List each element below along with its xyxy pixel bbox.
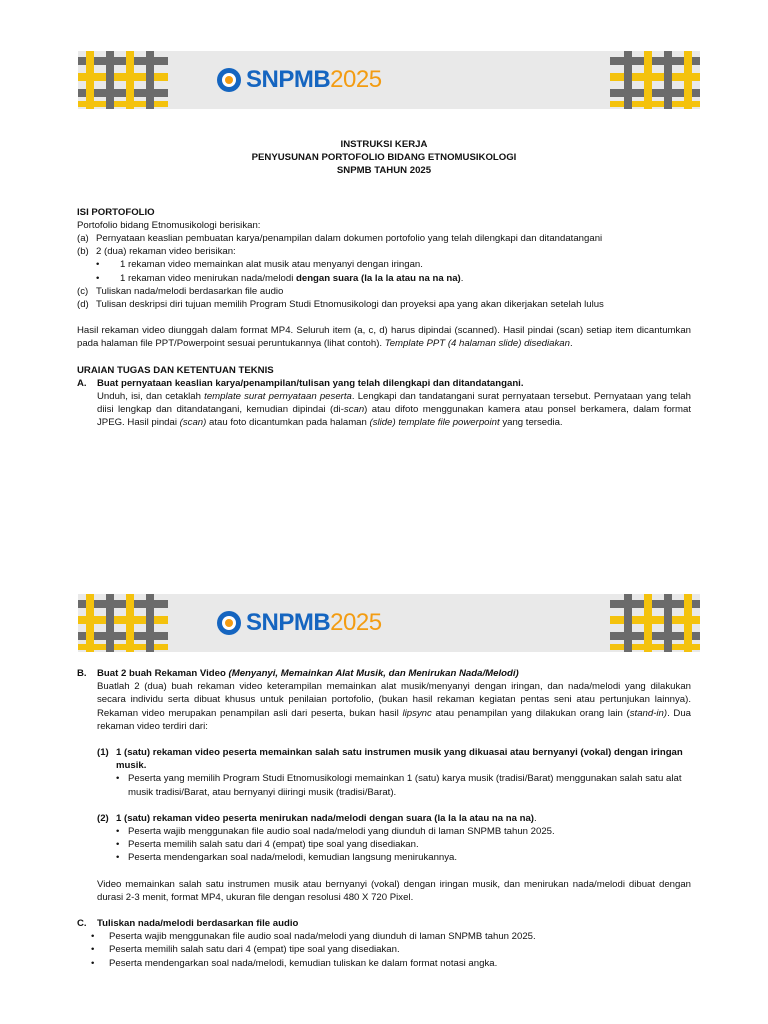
weave-pattern-left bbox=[78, 594, 168, 652]
logo-year: 2025 bbox=[330, 66, 382, 93]
header-banner bbox=[78, 51, 700, 109]
weave-pattern-right bbox=[610, 594, 700, 652]
uraian-heading: URAIAN TUGAS DAN KETENTUAN TEKNIS bbox=[77, 364, 274, 376]
tut-wuri-emblem-icon bbox=[216, 67, 242, 93]
section-b-body: Buatlah 2 (dua) buah rekaman video keterampilan memainkan alat musik/menyanyi dengan iringan, dan nada/melodi yang dilakukan secara individu serta dibuat khusus untuk penilaian portofolio, (bukan hasil rekaman kegiatan pentas seni atau pertunjukan lainnya). Rekaman video merupakan penampilan asli dari peserta, bukan hasil lipsync atau penampilan yang dilakukan orang lain (stand-in). Dua rekaman video terdiri dari: bbox=[97, 681, 691, 732]
list-item: • 1 rekaman video menirukan nada/melodi dengan suara (la la la atau na na na). bbox=[96, 272, 464, 284]
logo-brand: SNPMB bbox=[246, 609, 331, 636]
section-a-title: A. Buat pernyataan keaslian karya/penampilan/tulisan yang telah dilengkapi dan ditandatangani. bbox=[77, 377, 524, 389]
hasil-paragraph: Hasil rekaman video diunggah dalam format MP4. Seluruh item (a, c, d) harus dipindai (scanned). Hasil pindai (scan) setiap item dicantumkan pada halaman file PPT/Powerpoint sesuai peruntukannya (lihat contoh). Template PPT (4 halaman slide) disediakan. bbox=[77, 325, 691, 350]
logo-brand: SNPMB bbox=[246, 66, 331, 93]
snpmb-logo bbox=[216, 65, 382, 95]
list-item: • 1 rekaman video memainkan alat musik atau menyanyi dengan iringan. bbox=[96, 259, 423, 271]
snpmb-logo bbox=[216, 608, 382, 638]
document-title: INSTRUKSI KERJA PENYUSUNAN PORTOFOLIO BIDANG ETNOMUSIKOLOGI SNPMB TAHUN 2025 bbox=[251, 139, 517, 177]
weave-pattern-left bbox=[78, 51, 168, 109]
sub-item-2-title: (2) 1 (satu) rekaman video peserta menirukan nada/melodi dengan suara (la la la atau na na na). bbox=[97, 812, 537, 824]
list-item: (c) Tuliskan nada/melodi berdasarkan file audio bbox=[77, 285, 284, 297]
section-c-title: C. Tuliskan nada/melodi berdasarkan file audio bbox=[77, 918, 299, 930]
list-item: (d) Tulisan deskripsi diri tujuan memilih Program Studi Etnomusikologi dan proyeksi apa yang akan dikerjakan setelah lulus bbox=[77, 299, 604, 311]
list-item: • Peserta memilih salah satu dari 4 (empat) tipe soal yang disediakan. bbox=[91, 944, 400, 956]
list-item: • Peserta mendengarkan soal nada/melodi, kemudian langsung menirukannya. bbox=[116, 852, 458, 864]
list-item: • Peserta mendengarkan soal nada/melodi, kemudian tuliskan ke dalam format notasi angka. bbox=[91, 957, 498, 969]
tut-wuri-emblem-icon bbox=[216, 610, 242, 636]
section-b-title: B. Buat 2 buah Rekaman Video (Menyanyi, Memainkan Alat Musik, dan Menirukan Nada/Melodi) bbox=[77, 668, 519, 679]
list-item: • Peserta wajib menggunakan file audio soal nada/melodi yang diunduh di laman SNPMB tahun 2025. bbox=[91, 931, 536, 943]
isi-heading: ISI PORTOFOLIO bbox=[77, 206, 155, 218]
sub-item-1-title: (1) 1 (satu) rekaman video peserta memainkan salah satu instrumen musik yang dikuasai atau bernyanyi (vokal) dengan iringan musik. bbox=[97, 747, 683, 772]
header-banner bbox=[78, 594, 700, 652]
list-item: • Peserta memilih salah satu dari 4 (empat) tipe soal yang disediakan. bbox=[116, 839, 419, 851]
weave-pattern-right bbox=[610, 51, 700, 109]
isi-intro: Portofolio bidang Etnomusikologi berisikan: bbox=[77, 219, 261, 231]
page-two bbox=[77, 667, 691, 970]
list-item: (a) Pernyataan keaslian pembuatan karya/penampilan dalam dokumen portofolio yang telah dilengkapi dan ditandatangani bbox=[77, 233, 603, 245]
list-item: (b) 2 (dua) rekaman video berisikan: bbox=[77, 246, 236, 258]
page-one bbox=[77, 138, 691, 430]
list-item: • Peserta wajib menggunakan file audio soal nada/melodi yang diunduh di laman SNPMB tahun 2025. bbox=[116, 826, 555, 838]
video-note: Video memainkan salah satu instrumen musik atau bernyanyi (vokal) dengan iringan musik, dan menirukan nada/melodi dibuat dengan durasi 2-3 menit, format MP4, ukuran file dengan resolusi 480 X 720 Pixel. bbox=[97, 878, 691, 903]
logo-year: 2025 bbox=[330, 609, 382, 636]
section-a-body: Unduh, isi, dan cetaklah template surat pernyataan peserta. Lengkapi dan tandatangani surat pernyataan tersebut. Pernyataan yang telah diisi lengkap dan ditandatangani, kemudian dipindai (di-scan) atau difoto menggunakan kamera atau ponsel berkamera, dalam format JPEG. Hasil pindai (scan) atau foto dicantumkan pada halaman (slide) template file powerpoint yang tersedia. bbox=[97, 391, 691, 429]
list-item: • Peserta yang memilih Program Studi Etnomusikologi memainkan 1 (satu) karya musik (tradisi/Barat) menggunakan salah satu alat musik tradisi/Barat, atau bernyanyi diiringi musik (tradisi/Barat). bbox=[116, 773, 682, 798]
